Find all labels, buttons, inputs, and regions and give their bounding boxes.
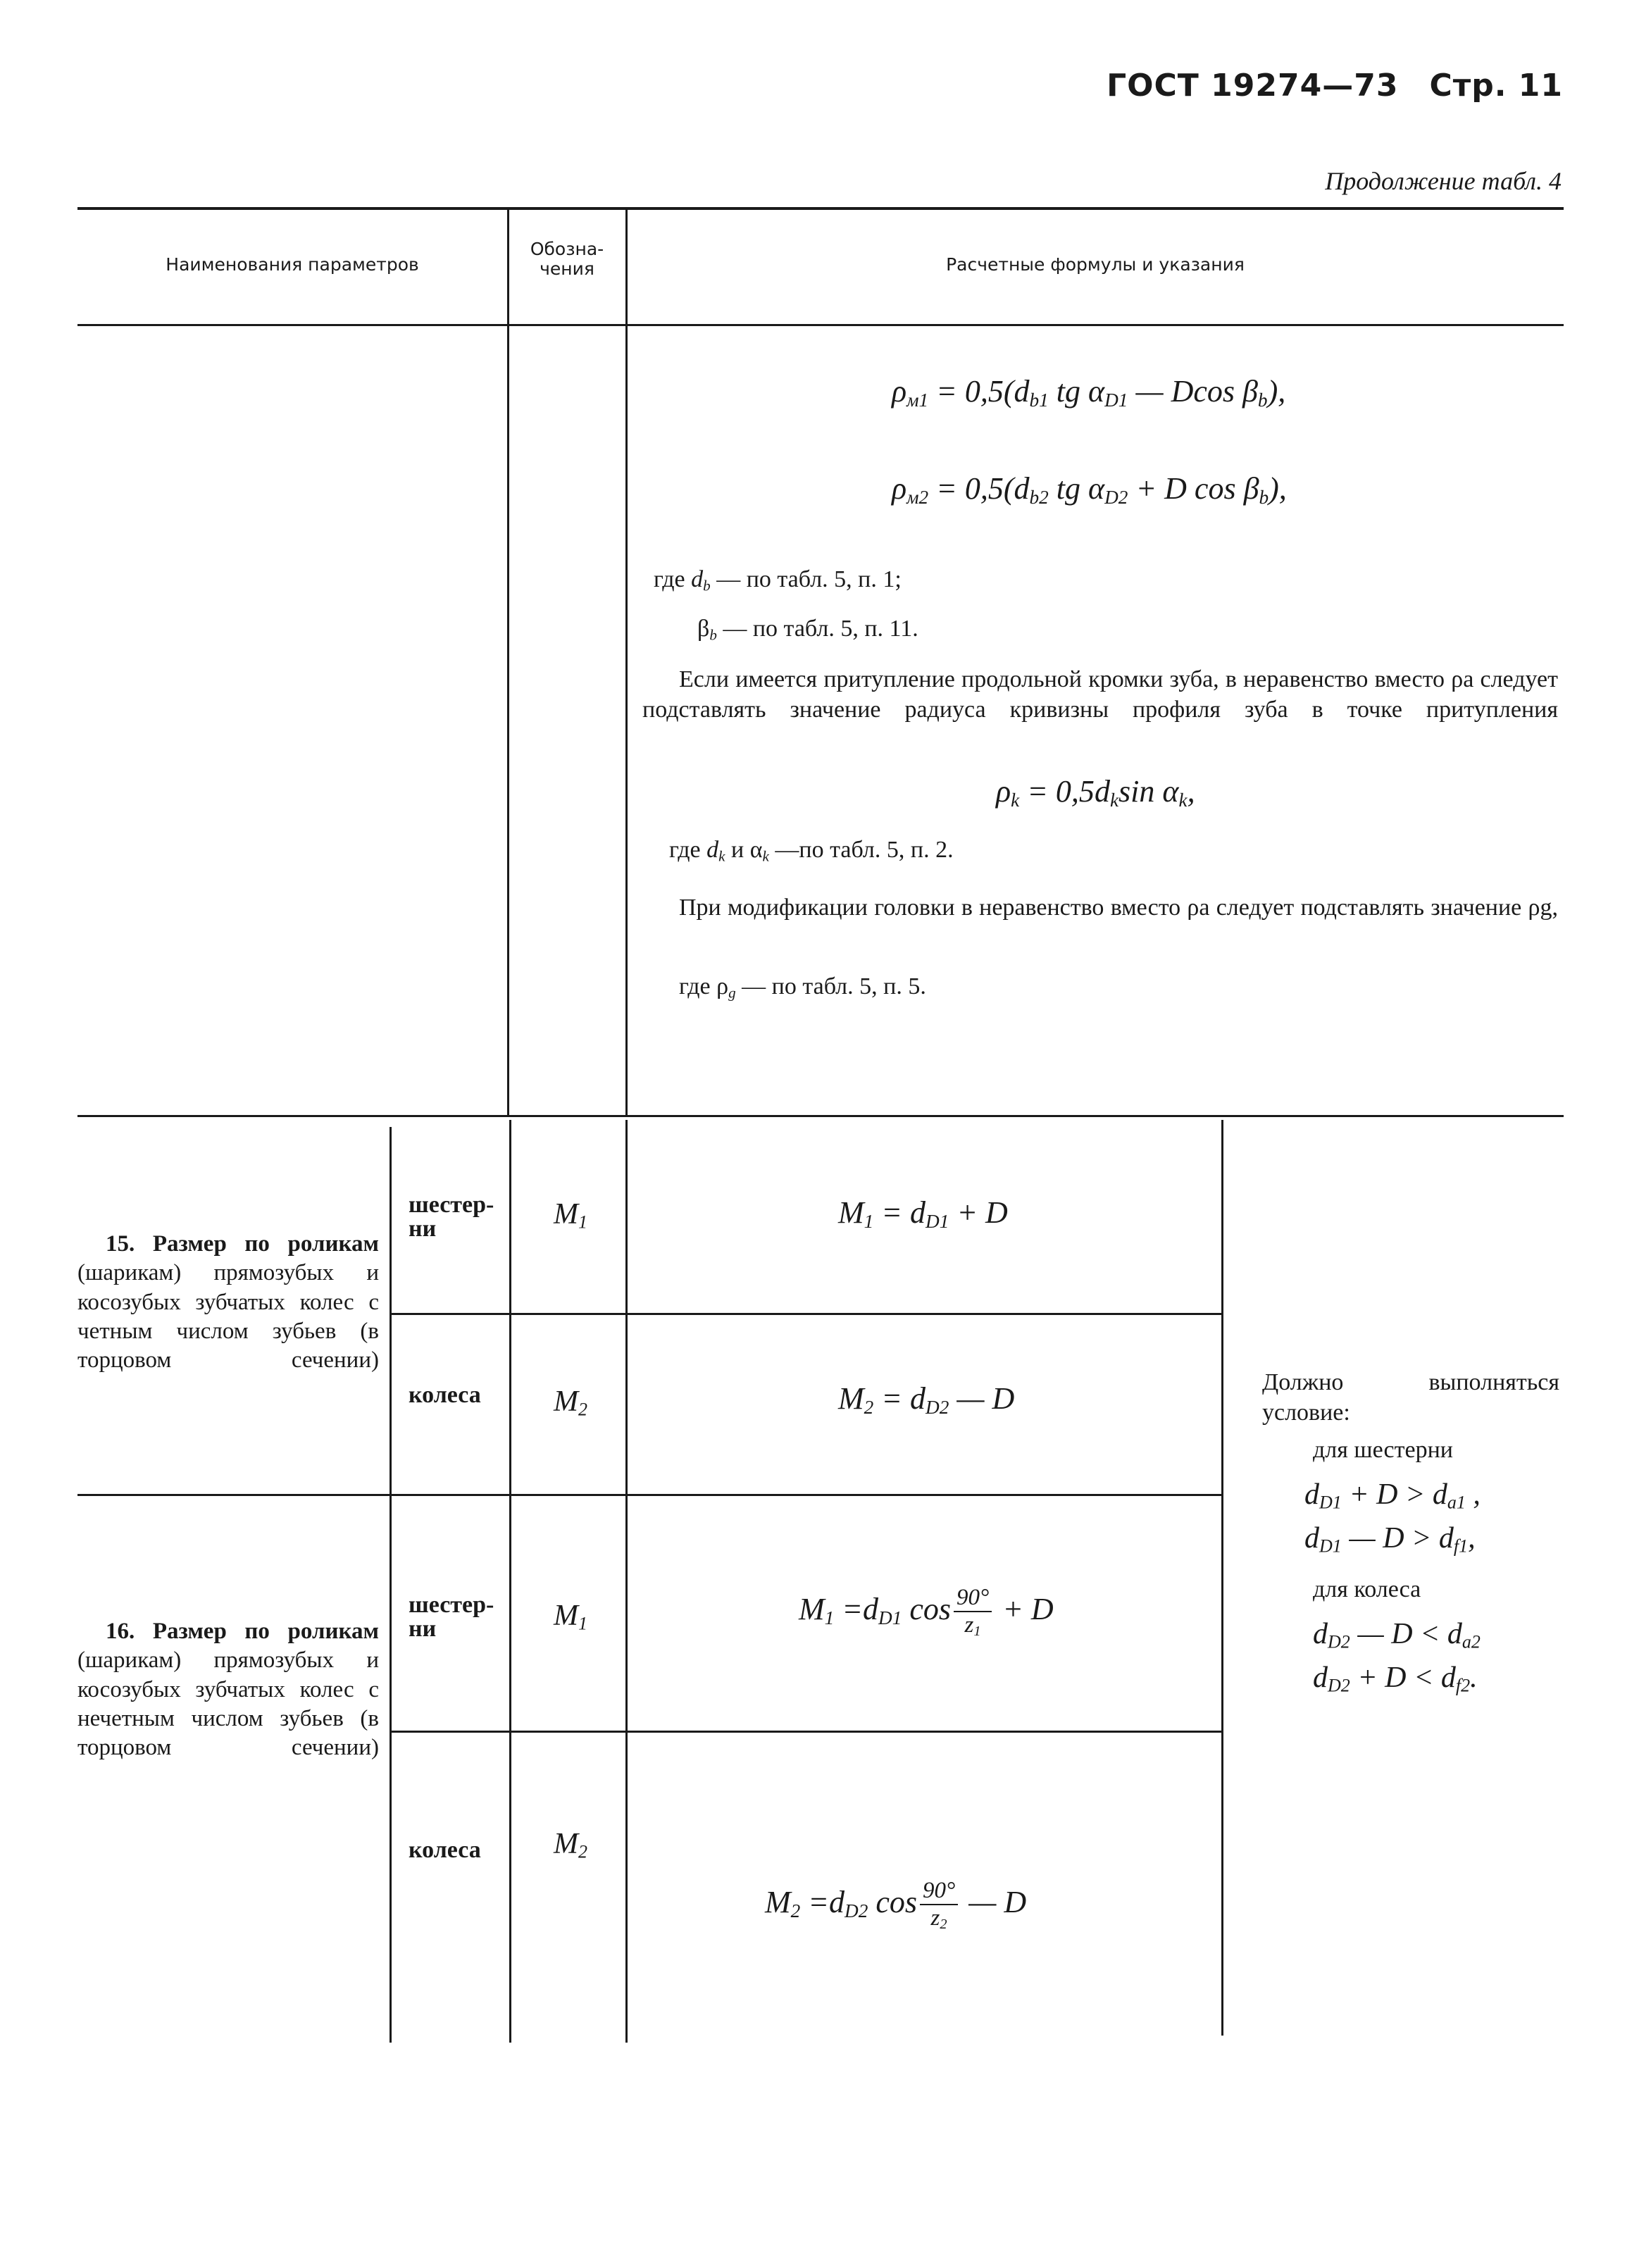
grid-divider-symbol bbox=[625, 1120, 628, 2043]
standard-number: ГОСТ 19274—73 bbox=[1107, 68, 1399, 104]
condition-ineq3: dD2 — D < da2 bbox=[1313, 1618, 1481, 1652]
row15-formula-m1: M1 = dD1 + D bbox=[838, 1195, 1008, 1232]
grid-divider-gear bbox=[509, 1120, 511, 2043]
row16-formula-m1: M1 =dD1 cos $\frac{90^\circ}{z1}$ + D bbox=[799, 1585, 1054, 1640]
block14-bottom-rule bbox=[77, 1115, 1564, 1117]
where-rho-g: где ρg — по табл. 5, п. 5. bbox=[679, 973, 926, 1002]
condition-for-wheel: для колеса bbox=[1313, 1576, 1421, 1602]
table-continuation-label: Продолжение табл. 4 bbox=[1325, 167, 1562, 195]
row16-symbol-m1: M1 bbox=[554, 1600, 588, 1634]
formula-rho-k: ρk = 0,5dksin αk, bbox=[996, 774, 1195, 811]
where-db: где db — по табл. 5, п. 1; bbox=[654, 566, 902, 594]
condition-for-pinion: для шестерни bbox=[1313, 1437, 1453, 1463]
grid-divider-param bbox=[390, 1127, 392, 2043]
condition-ineq4: dD2 + D < df2. bbox=[1313, 1662, 1478, 1696]
paragraph-blunt-edge: Если имеется притупление продольной кромки зуба, в неравенство вместо ρa следует подставлять значение радиуса кривизны профиля зуба в точке притупления bbox=[642, 666, 1558, 723]
row15-symbol-m1: M1 bbox=[554, 1198, 588, 1233]
row16-gear-wheel: колеса bbox=[409, 1837, 481, 1863]
condition-ineq1: dD1 + D > da1 , bbox=[1304, 1478, 1481, 1513]
where-dk: где dk и αk —по табл. 5, п. 2. bbox=[669, 837, 954, 865]
condition-intro: Должно выполняться условие: bbox=[1262, 1369, 1559, 1426]
grid-divider-formula bbox=[1221, 1120, 1223, 2036]
row15-gear-wheel: колеса bbox=[409, 1382, 481, 1408]
header-bottom-rule bbox=[77, 324, 1564, 326]
paragraph-head-modification: При модификации головки в неравенство вместо ρa следует подставлять значение ρg, bbox=[679, 895, 1558, 921]
row16-symbol-m2: M2 bbox=[554, 1828, 588, 1862]
where-beta-b: βb — по табл. 5, п. 11. bbox=[697, 616, 918, 644]
condition-ineq2: dD1 — D > df1, bbox=[1304, 1522, 1476, 1557]
row16-gear-pinion: шестер- ни bbox=[409, 1592, 494, 1642]
row16-mid-rule bbox=[390, 1731, 1221, 1733]
row15-gear-pinion: шестер- ни bbox=[409, 1192, 494, 1242]
row15-symbol-m2: M2 bbox=[554, 1385, 588, 1420]
row16-title: 16. Размер по роликам (шарикам) прямозубых и косозубых зубчатых колес с нечетным числом зубьев (в торцовом сечении) bbox=[77, 1619, 379, 1760]
column-header-symbol: Обозна- чения bbox=[530, 239, 604, 279]
page-header bbox=[1107, 68, 1563, 104]
table-top-rule bbox=[77, 207, 1564, 210]
row15-mid-rule bbox=[390, 1313, 1221, 1315]
row15-16-rule bbox=[77, 1494, 1221, 1496]
row15-title: 15. Размер по роликам (шарикам) прямозубых и косозубых зубчатых колес с четным числом зубьев (в торцовом сечении) bbox=[77, 1231, 379, 1373]
block14-divider-1 bbox=[507, 326, 509, 1115]
column-header-formula: Расчетные формулы и указания bbox=[946, 254, 1245, 275]
formula-rho-m1: ρм1 = 0,5(db1 tg αD1 — Dcos βb), bbox=[892, 374, 1286, 411]
formula-rho-m2: ρм2 = 0,5(db2 tg αD2 + D cos βb), bbox=[892, 471, 1287, 508]
row16-formula-m2: M2 =dD2 cos $\frac{90^\circ}{z2}$ — D bbox=[765, 1878, 1027, 1933]
block14-divider-2 bbox=[625, 326, 628, 1115]
column-header-parameter: Наименования параметров bbox=[166, 254, 419, 275]
page-number: Стр. 11 bbox=[1429, 68, 1563, 104]
row15-formula-m2: M2 = dD2 — D bbox=[838, 1381, 1015, 1418]
